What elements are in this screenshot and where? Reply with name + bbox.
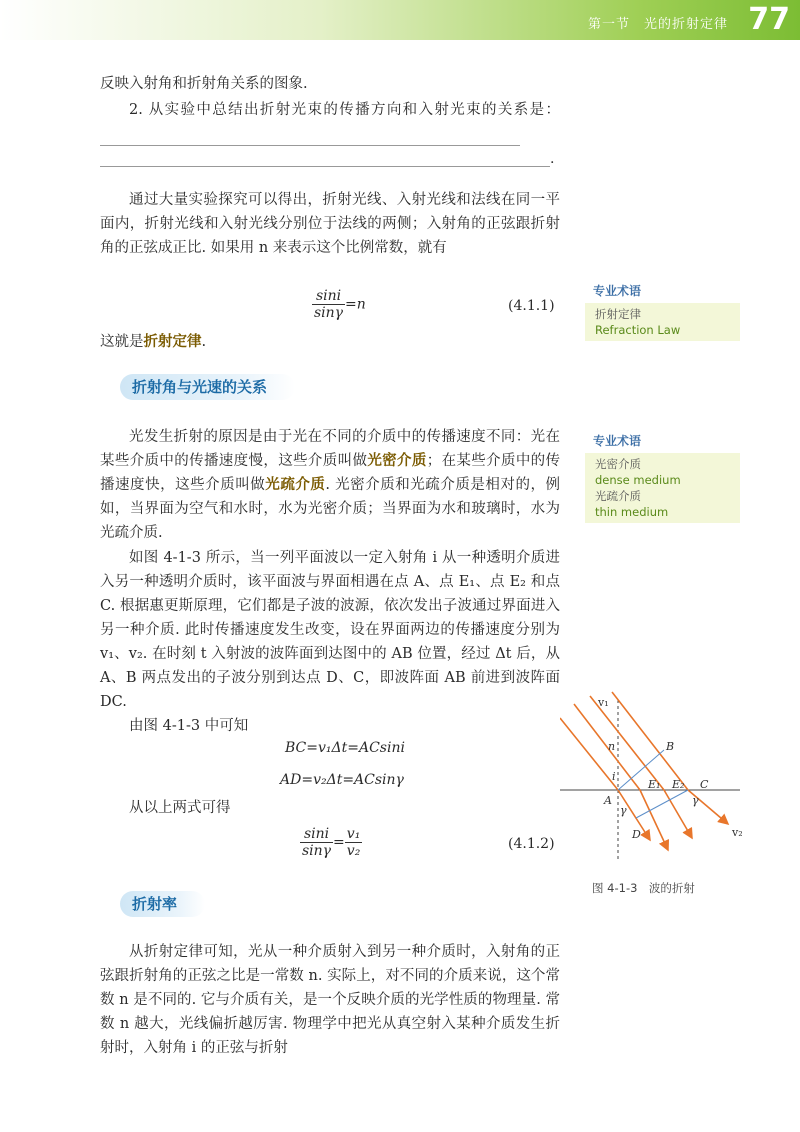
paragraph-huygens: 如图 4-1-3 所示，当一列平面波以一定入射角 i 从一种透明介质进入另一种透明介质时，该平面波与界面相遇在点 A、点 E₁、点 E₂ 和点 C. 根据惠更斯原理，它们都是子波的波源，依次发出子波通过界面进入另一种介质. 此时传播速度发生改变，设在界面两边的传播速度分别为 v₁、v₂. 在时刻 t 入射波的波阵面到达图中的 AB 位置，经过 Δt 后，从 A、B 两点发出的子波分别到达点 D、C，即波阵面 AB 前进到波阵面 DC. — [100, 550, 560, 710]
chapter-title: 第一节 光的折射定律 — [587, 17, 728, 32]
paragraph: 反映入射角和折射角关系的图象. — [100, 76, 308, 92]
term-box-refraction-law: 专业术语 折射定律 Refraction Law — [585, 278, 740, 341]
label-E2: E₂ — [672, 778, 685, 791]
label-v2: v₂ — [732, 826, 743, 839]
equation-4-1-1: $\frac{\sin i}{\sin\gamma}$ =n — [314, 288, 366, 321]
term-heading: 专业术语 — [593, 284, 642, 298]
question-text: 2. 从实验中总结出折射光束的传播方向和入射光束的关系是： — [129, 102, 560, 118]
equation-ad: AD=v₂Δt=ACsinγ — [280, 772, 404, 788]
label-n: n — [608, 740, 616, 753]
figure-caption: 图 4-1-3 波的折射 — [592, 881, 695, 895]
end-mark: . — [550, 151, 555, 167]
label-gamma-2: γ — [692, 794, 699, 807]
section-heading: 折射角与光速的关系 — [120, 374, 295, 400]
page-number: 77 — [748, 2, 790, 37]
paragraph-index: 从折射定律可知，光从一种介质射入到另一种介质时，入射角的正弦跟折射角的正弦之比是一常数 n. 实际上，对不同的介质来说，这个常数 n 是不同的. 它与介质有关，是一个反映介质的光学性质的物理量. 常数 n 越大，光线偏折越厉害. 物理学中把光从真空射入某种介质发生折射时，入射角 i 的正弦与折射 — [100, 944, 560, 1056]
paragraph: 这就是折射定律. — [100, 333, 207, 350]
paragraph: 由图 4-1-3 中可知 — [129, 718, 249, 734]
label-gamma: γ — [620, 804, 627, 817]
label-v1: v₁ — [598, 696, 609, 709]
equation-number: (4.1.1) — [508, 298, 555, 314]
equation-4-1-2: $\frac{\sin i}{\sin\gamma}$ = $\frac{\text{v₁}}{\text{v₂}}$ — [302, 826, 361, 859]
wave-refraction-figure — [560, 690, 750, 870]
answer-line — [100, 148, 554, 167]
equation-number: (4.1.2) — [508, 836, 555, 852]
refracted-rays — [618, 790, 728, 850]
label-i: i — [612, 770, 616, 783]
label-B: B — [666, 740, 675, 753]
label-E1: E₁ — [648, 778, 661, 791]
label-A: A — [604, 794, 612, 807]
wavefront-DC — [636, 790, 688, 818]
paragraph-media: 光发生折射的原因是由于光在不同的介质中的传播速度不同：光在某些介质中的传播速度慢，这些介质叫做光密介质；在某些介质中的传播速度快，这些介质叫做光疏介质. 光密介质和光疏介质是相对的，例如，当界面为空气和水时，水为光密介质；当界面为水和玻璃时，水为光疏介质. — [100, 429, 561, 541]
section-heading: 折射率 — [120, 891, 205, 917]
page-header — [0, 0, 800, 40]
paragraph-law: 通过大量实验探究可以得出，折射光线、入射光线和法线在同一平面内，折射光线和入射光线分别位于法线的两侧；入射角的正弦跟折射角的正弦成正比. 如果用 n 来表示这个比例常数，就有 — [100, 192, 560, 256]
question-2 — [100, 98, 560, 146]
equation-bc: BC=v₁Δt=ACsini — [285, 740, 405, 756]
term-box-media: 专业术语 光密介质 dense medium 光疏介质 thin medium — [585, 428, 740, 523]
label-C: C — [700, 778, 709, 791]
answer-blank — [100, 127, 520, 146]
term-heading: 专业术语 — [593, 434, 642, 448]
paragraph: 从以上两式可得 — [129, 800, 231, 816]
label-D: D — [632, 828, 641, 841]
